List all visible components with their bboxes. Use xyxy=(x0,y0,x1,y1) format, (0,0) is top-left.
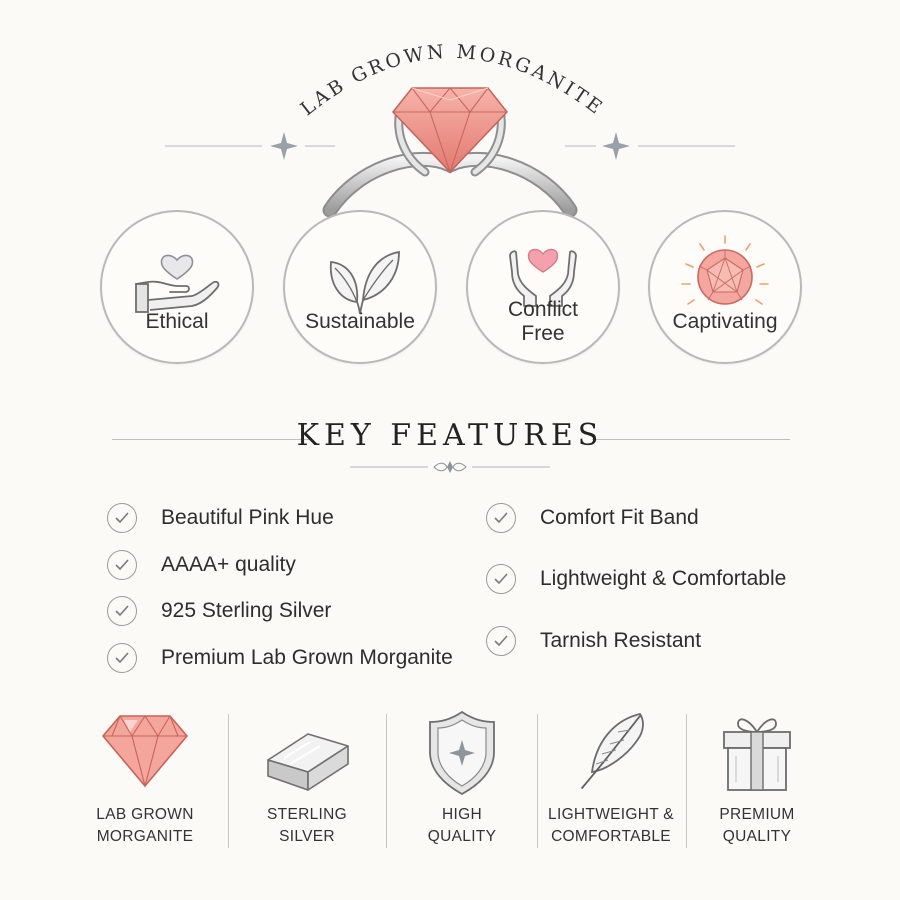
checkmark-icon xyxy=(486,564,516,594)
hand-heart-icon xyxy=(102,212,252,362)
checkmark-icon xyxy=(107,643,137,673)
badge-ethical xyxy=(100,210,254,364)
feather-icon xyxy=(544,706,678,796)
bottom-item-lightweight-comfortable xyxy=(544,706,678,856)
checkmark-icon xyxy=(486,503,516,533)
section-title: KEY FEATURES xyxy=(296,418,604,453)
feature-text: Premium Lab Grown Morganite xyxy=(161,646,453,669)
header-graphic xyxy=(0,0,900,230)
sparkle-left-icon xyxy=(165,132,335,160)
feature-text: 925 Sterling Silver xyxy=(161,599,332,622)
ring-icon xyxy=(330,88,570,210)
feature-text: Tarnish Resistant xyxy=(540,629,702,652)
divider xyxy=(686,714,687,848)
page-title: LAB GROWN MORGANITE xyxy=(296,40,609,121)
badge-label: Captivating xyxy=(672,310,778,333)
checkmark-icon xyxy=(107,550,137,580)
badge-captivating xyxy=(648,210,802,364)
bottom-item-premium-quality xyxy=(692,706,822,856)
bottom-item-lab-grown-morganite xyxy=(78,706,212,856)
feature-item xyxy=(107,501,334,535)
badge-sustainable xyxy=(283,210,437,364)
divider xyxy=(537,714,538,848)
shield-icon xyxy=(396,706,528,796)
bottom-label: LIGHTWEIGHT & COMFORTABLE xyxy=(548,806,674,845)
ornament-icon xyxy=(350,458,550,478)
feature-item xyxy=(107,641,453,675)
sparkle-right-icon xyxy=(565,132,735,160)
feature-item xyxy=(486,624,701,658)
checkmark-icon xyxy=(486,626,516,656)
badge-label: Conflict Free xyxy=(507,298,579,345)
bottom-label: STERLING SILVER xyxy=(267,806,347,845)
leaves-icon xyxy=(285,212,435,362)
divider xyxy=(228,714,229,848)
checkmark-icon xyxy=(107,503,137,533)
sparkling-gem-icon xyxy=(650,212,800,362)
silver-bar-icon xyxy=(238,706,376,796)
badge-conflict-free xyxy=(466,210,620,364)
bottom-item-high-quality xyxy=(396,706,528,856)
feature-item xyxy=(107,594,331,628)
gift-box-icon xyxy=(692,706,822,796)
feature-text: AAAA+ quality xyxy=(161,553,296,576)
diamond-icon xyxy=(78,706,212,796)
bottom-label: HIGH QUALITY xyxy=(427,806,497,845)
feature-text: Lightweight & Comfortable xyxy=(540,567,787,590)
feature-item xyxy=(486,562,786,596)
feature-text: Comfort Fit Band xyxy=(540,506,699,529)
bottom-item-sterling-silver xyxy=(238,706,376,856)
divider xyxy=(386,714,387,848)
checkmark-icon xyxy=(107,596,137,626)
bottom-label: PREMIUM QUALITY xyxy=(719,806,795,845)
feature-item xyxy=(107,548,296,582)
feature-item xyxy=(486,501,699,535)
badge-label: Ethical xyxy=(145,310,209,333)
badge-label: Sustainable xyxy=(305,310,415,333)
feature-text: Beautiful Pink Hue xyxy=(161,506,334,529)
bottom-label: LAB GROWN MORGANITE xyxy=(96,806,194,845)
